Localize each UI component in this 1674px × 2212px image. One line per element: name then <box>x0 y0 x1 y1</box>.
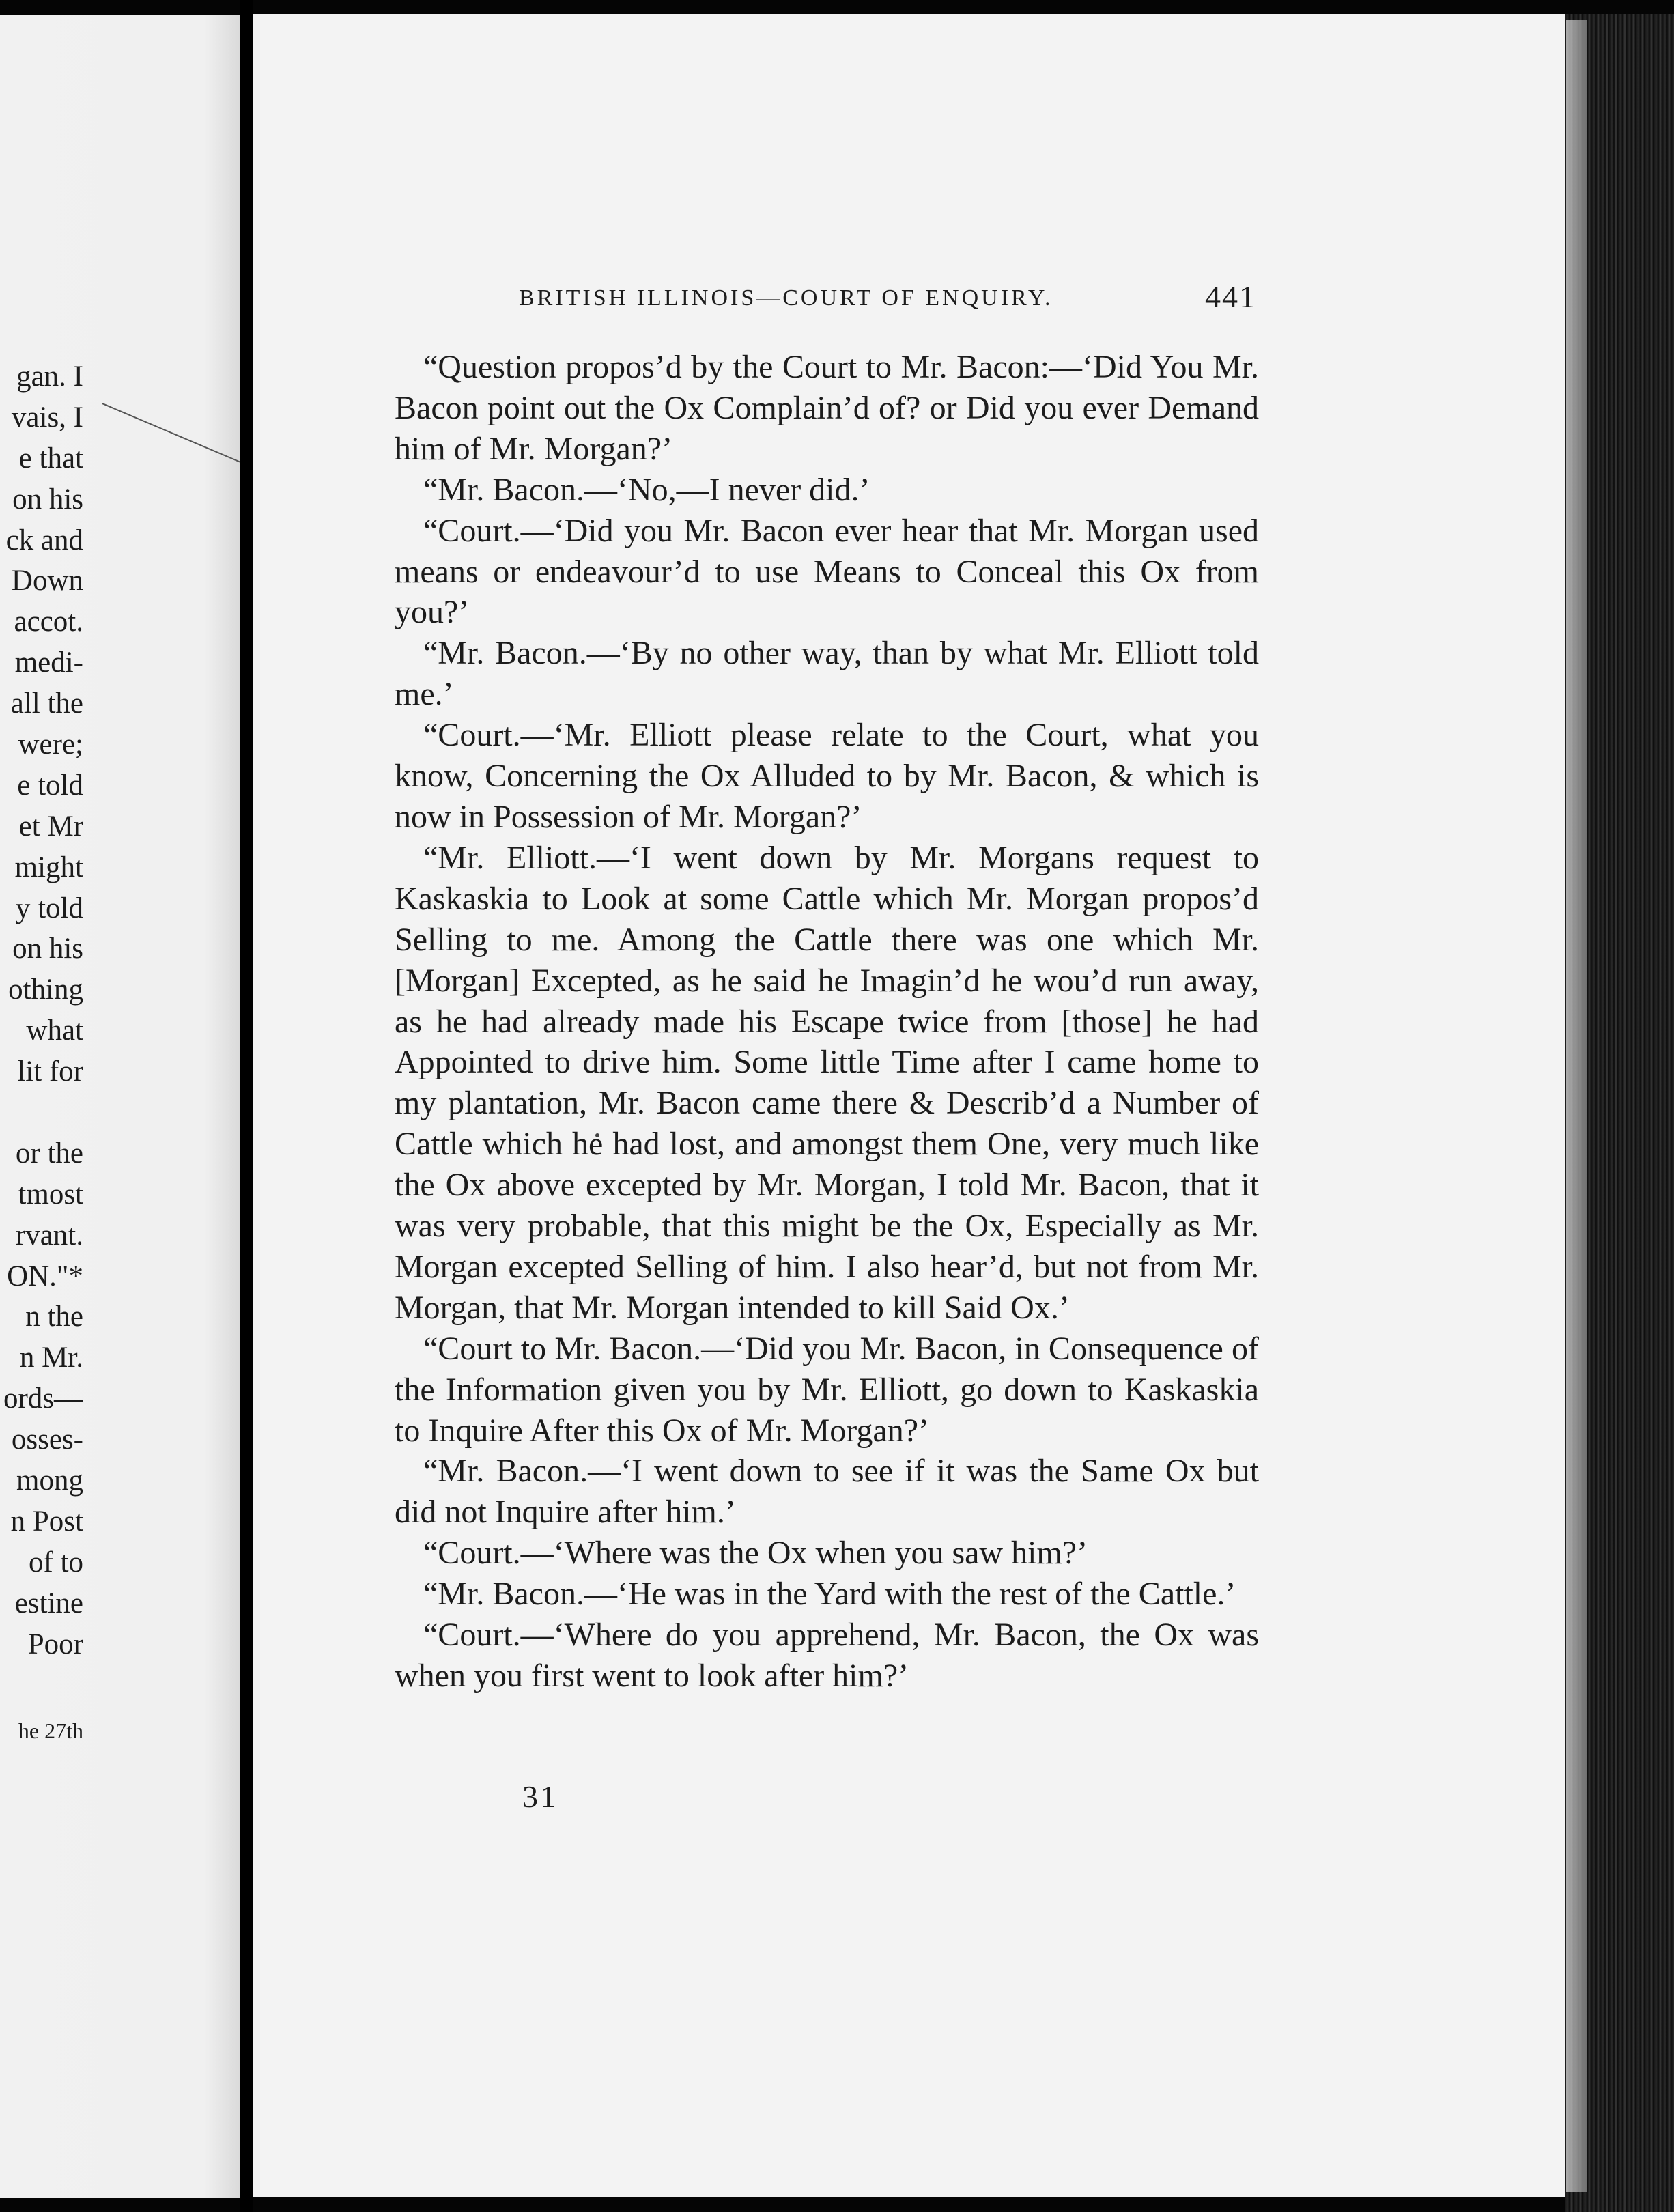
book-gutter <box>240 0 253 2212</box>
left-page-line: et Mr <box>18 810 83 842</box>
paragraph: “Court.—‘Where was the Ox when you saw him?’ <box>423 1535 1088 1572</box>
left-page-line: accot. <box>14 606 83 638</box>
left-page-line: lit for <box>17 1055 83 1088</box>
paragraph: “Mr. Bacon.—‘By no other way, than by what Mr. Elliott told me.’ <box>395 635 1259 713</box>
left-page-line: Down <box>11 565 83 597</box>
left-page-line: e told <box>17 769 83 802</box>
signature-mark: 31 <box>522 1779 558 1814</box>
left-page-line: tmost <box>18 1178 83 1210</box>
paragraph: “Mr. Bacon.—‘I went down to see if it was the Same Ox but did not Inquire after him.’ <box>395 1453 1259 1531</box>
left-page-line: vais, I <box>11 401 83 434</box>
left-page-line: n Mr. <box>19 1342 83 1374</box>
paragraph: “Mr. Elliott.—‘I went down by Mr. Morgans request to Kaskaskia to Look at some Cattle which Mr. Morgan propos’d Selling to me. Among the Cattle there was one which Mr. [Morgan] Excepted, as he said he Imagin’d he wou’d run away, as he had already made his Escape twice from [those] he had Appointed to drive him. Some little Time after I came home to my plantation, Mr. Bacon came there & Describ’d a Number of Cattle which he had lost, and amongst them One, very much like the Ox above excepted by Mr. Morgan, I told Mr. Bacon, that it was very probable, that this might be the Ox, Especially as Mr. Morgan excepted Selling of him. I also hear’d, but not from Mr. Morgan, that Mr. Morgan intended to kill Said Ox.’ <box>395 839 1259 1326</box>
left-page-line: or the <box>15 1137 83 1169</box>
left-page-line: y told <box>15 892 83 924</box>
left-page-line: rvant. <box>15 1219 83 1251</box>
book-page-edges <box>1565 14 1674 2212</box>
left-page-line: mong <box>16 1464 83 1497</box>
paragraph: “Court.—‘Where do you apprehend, Mr. Bacon, the Ox was when you first went to look after him?’ <box>395 1617 1259 1694</box>
paragraph: “Question propos’d by the Court to Mr. Bacon:—‘Did You Mr. Bacon point out the Ox Complain’d of? or Did you ever Demand him of Mr. Morgan?’ <box>395 349 1259 467</box>
paragraph: “Court.—‘Did you Mr. Bacon ever hear that Mr. Morgan used means or endeavour’d to use Means to Conceal this Ox from you?’ <box>395 512 1259 631</box>
left-page-line: all the <box>10 687 83 720</box>
page-number: 441 <box>1205 279 1256 314</box>
left-page-line: ords— <box>3 1382 83 1415</box>
left-page-line: what <box>26 1015 83 1047</box>
left-page <box>0 15 240 2198</box>
paragraph: “Mr. Bacon.—‘No,—I never did.’ <box>423 471 870 508</box>
page-edge-highlight <box>1566 20 1587 2192</box>
left-page-line: of to <box>28 1546 83 1578</box>
paragraph: “Court.—‘Mr. Elliott please relate to the Court, what you know, Concerning the Ox Alluded to by Mr. Bacon, & which is now in Possession of Mr. Morgan?’ <box>395 717 1259 835</box>
left-page-text <box>0 356 83 1665</box>
left-page-line: on his <box>12 933 83 965</box>
left-page-line: were; <box>18 728 83 761</box>
left-page-line: estine <box>14 1587 83 1619</box>
left-page-line: osses- <box>11 1423 83 1456</box>
left-page-line: Poor <box>27 1628 83 1660</box>
paragraph: “Court to Mr. Bacon.—‘Did you Mr. Bacon, in Consequence of the Information given you by Mr. Elliott, go down to Kaskaskia to Inquire After this Ox of Mr. Morgan?’ <box>395 1330 1259 1449</box>
left-page-line: ON."* <box>7 1260 83 1292</box>
left-page-line: othing <box>8 974 83 1006</box>
left-page-line: gan. I <box>16 360 83 393</box>
left-page-line: might <box>14 851 83 883</box>
body-text <box>395 347 1259 1697</box>
left-page-line: ck and <box>5 524 83 556</box>
left-page-line <box>0 1092 83 1133</box>
paragraph: “Mr. Bacon.—‘He was in the Yard with the rest of the Cattle.’ <box>423 1576 1236 1613</box>
left-page-line: n the <box>25 1301 83 1333</box>
left-page-line: n Post <box>10 1505 83 1537</box>
running-head: BRITISH ILLINOIS—COURT OF ENQUIRY. <box>519 285 1053 311</box>
left-page-line: medi- <box>14 647 83 679</box>
left-page-footnote: he 27th <box>18 1718 83 1743</box>
left-page-line: e that <box>18 442 83 474</box>
left-page-line: on his <box>12 483 83 515</box>
